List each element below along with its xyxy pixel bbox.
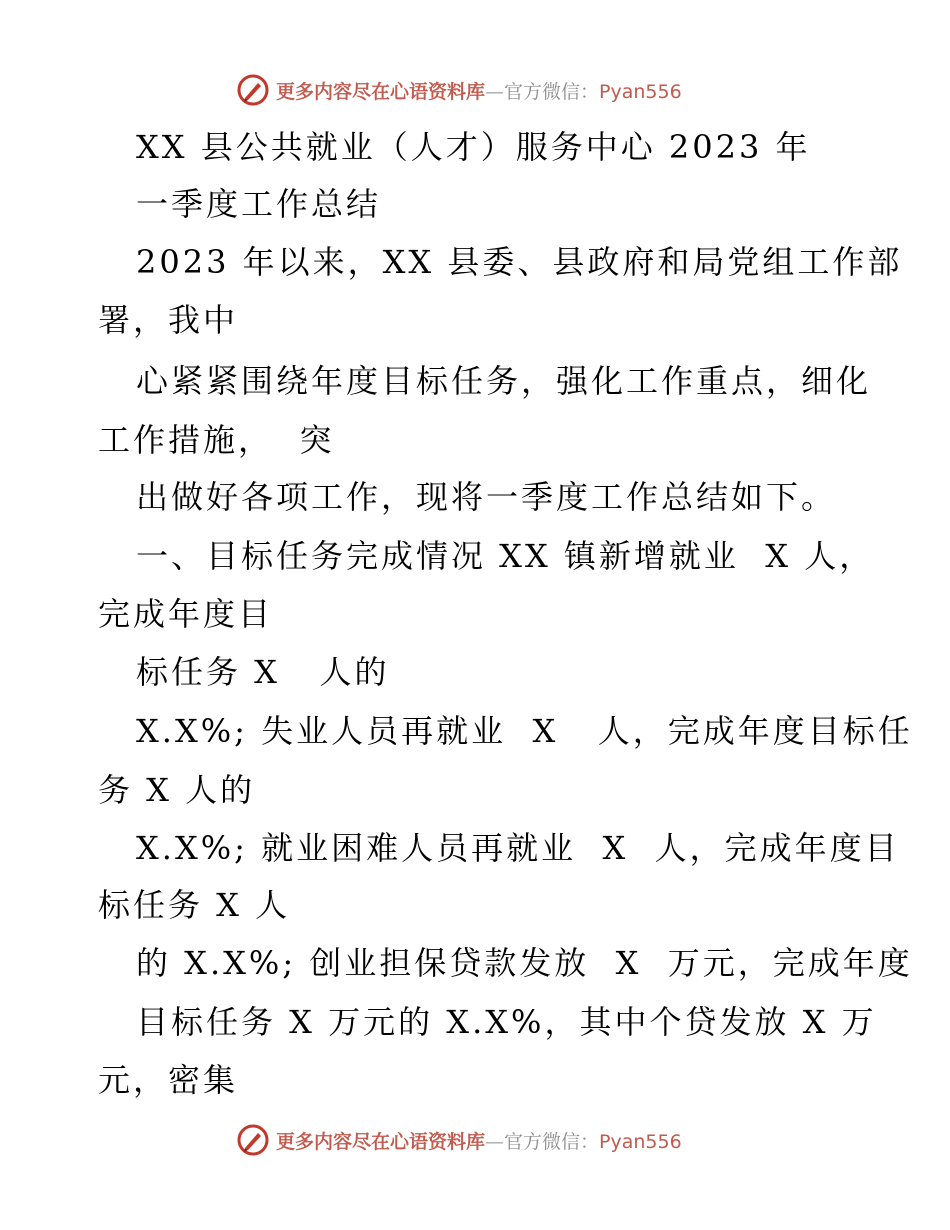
footer-watermark xyxy=(236,1120,682,1160)
paragraph-line: 工作措施， 突 xyxy=(98,421,335,459)
pen-logo-icon xyxy=(236,73,270,107)
paragraph-line: 心紧紧围绕年度目标任务，强化工作重点，细化 xyxy=(136,362,872,400)
watermark-sub-text: 官方微信： xyxy=(504,1130,600,1153)
paragraph-line: 目标任务 X 万元的 X.X%，其中个贷发放 X 万 xyxy=(136,1003,877,1041)
document-title-line-2: 一季度工作总结 xyxy=(136,185,382,223)
watermark-dash: — xyxy=(485,80,505,103)
paragraph-line: 出做好各项工作，现将一季度工作总结如下。 xyxy=(136,478,837,516)
section-heading-line: 一、目标任务完成情况 XX 镇新增就业 X 人， xyxy=(136,537,875,575)
paragraph-line: 元，密集 xyxy=(98,1061,239,1099)
paragraph-line: 的 X.X%; 创业担保贷款发放 X 万元，完成年度 xyxy=(136,944,913,982)
watermark-dash: — xyxy=(485,1130,505,1153)
header-watermark xyxy=(236,70,682,110)
paragraph-line: 务 X 人的 xyxy=(98,771,256,809)
watermark-sub-text: 官方微信： xyxy=(504,80,600,103)
paragraph-line: 完成年度目 xyxy=(98,595,274,633)
paragraph-line: 署，我中 xyxy=(98,301,239,339)
pen-logo-icon xyxy=(236,1123,270,1157)
watermark-wechat-id: Pyan556 xyxy=(599,80,682,103)
paragraph-line: 2023 年以来，XX 县委、县政府和局党组工作部 xyxy=(136,243,903,281)
paragraph-line: X.X%; 就业困难人员再就业 X 人，完成年度目 xyxy=(136,829,900,867)
paragraph-line: 标任务 X 人 xyxy=(98,886,291,924)
paragraph-line: X.X%; 失业人员再就业 X 人，完成年度目标任 xyxy=(136,712,913,750)
document-title-line-1: XX 县公共就业（人才）服务中心 2023 年 xyxy=(136,128,811,166)
watermark-main-text: 更多内容尽在心语资料库 xyxy=(276,80,486,103)
paragraph-line: 标任务 X 人的 xyxy=(136,653,390,691)
watermark-wechat-id: Pyan556 xyxy=(599,1130,682,1153)
watermark-main-text: 更多内容尽在心语资料库 xyxy=(276,1130,486,1153)
